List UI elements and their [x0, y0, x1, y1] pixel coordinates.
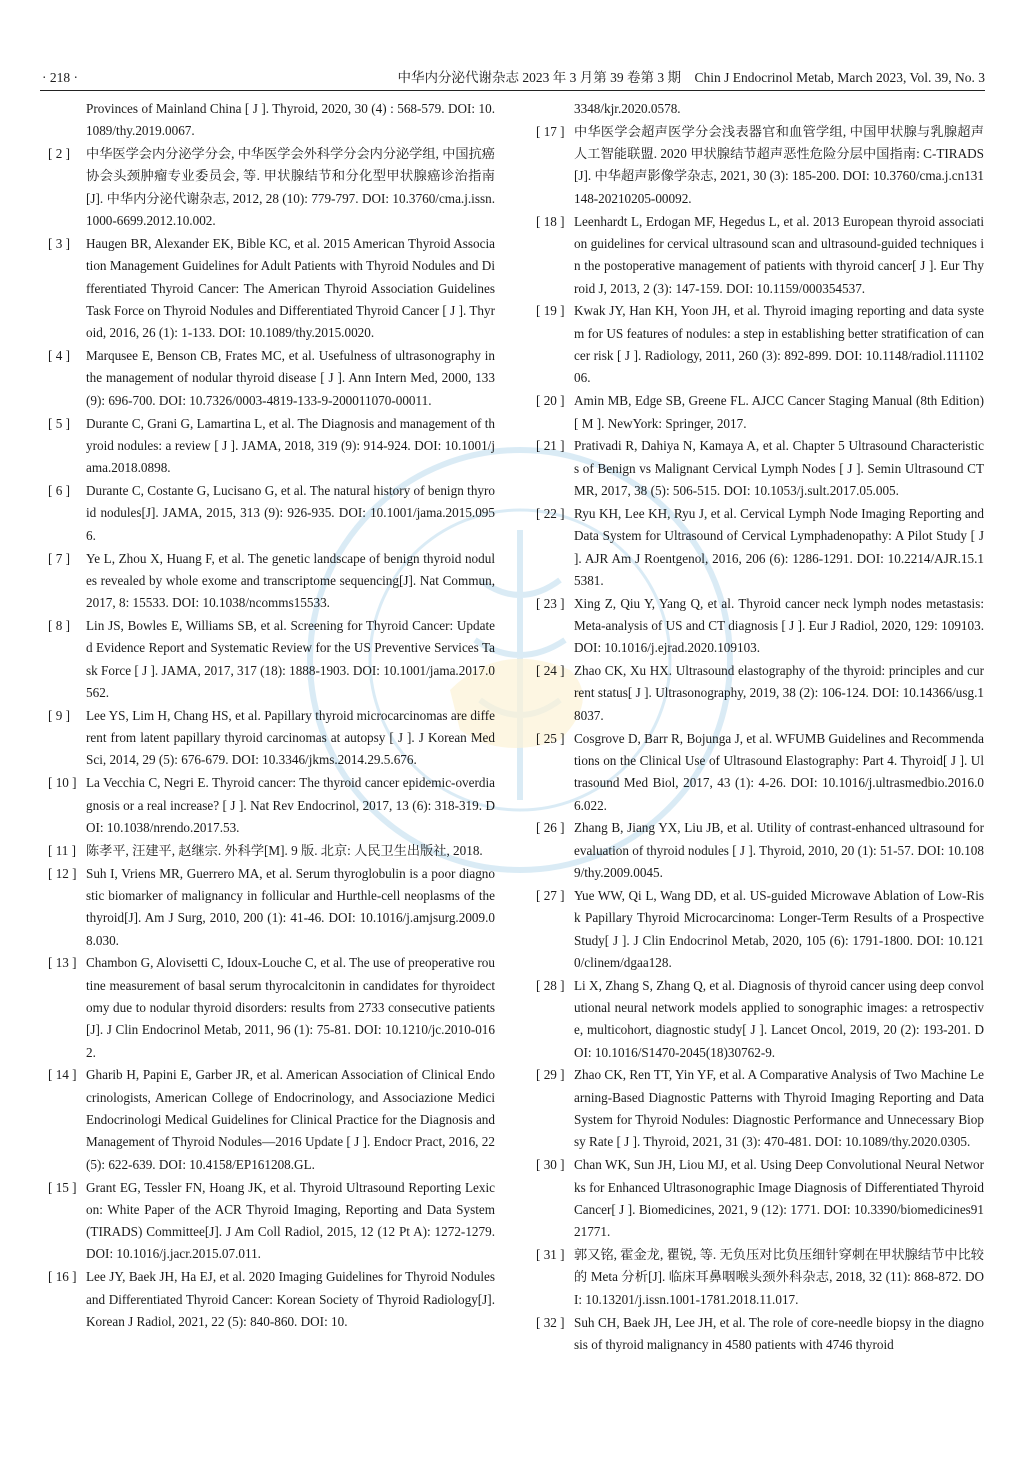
reference-item: [ 21 ] Prativadi R, Dahiya N, Kamaya A, et al. Chapter 5 Ultrasound Characteristics of Benign vs Malignant Cervical Lymph Nodes [ J ]. Semin Ultrasound CT MR, 2017, 38 (5): 506-515. DOI: 10.1053/j.sult.2017.05.005. — [536, 438, 984, 499]
reference-item: [ 15 ] Grant EG, Tessler FN, Hoang JK, et al. Thyroid Ultrasound Reporting Lexicon: White Paper of the ACR Thyroid Imaging, Reporting and Data System (TIRADS) Committee[J]. J Am Coll Radiol, 2015, 12 (12 Pt A): 1272-1279. DOI: 10.1016/j.jacr.2015.07.011. — [48, 1179, 495, 1262]
reference-item: [ 29 ] Zhao CK, Ren TT, Yin YF, et al. A Comparative Analysis of Two Machine Learning-Based Diagnostic Patterns with Thyroid Imaging Reporting and Data System for Thyroid Nodules: Diagnostic Performance and Unnecessary Biopsy Rate [ J ]. Thyroid, 2021, 31 (3): 470-481. DOI: 10.1089/thy.2020.0305. — [536, 1067, 984, 1150]
reference-item: [ 13 ] Chambon G, Alovisetti C, Idoux-Louche C, et al. The use of preoperative routine measurement of basal serum thyrocalcitonin in candidates for thyroidectomy due to nodular thyroid disorders: results from 2733 consecutive patients[J]. J Clin Endocrinol Metab, 2011, 96 (1): 75-81. DOI: 10.1210/jc.2010-0162. — [48, 955, 495, 1060]
reference-item: [ 10 ] La Vecchia C, Negri E. Thyroid cancer: The thyroid cancer epidemic-overdiagnosis or a real increase? [ J ]. Nat Rev Endocrinol, 2017, 13 (6): 318-319. DOI: 10.1038/nrendo.2017.53. — [48, 775, 495, 835]
reference-item: [ 14 ] Gharib H, Papini E, Garber JR, et al. American Association of Clinical Endocrinologists, American College of Endocrinology, and Associazione Medici Endocrinologi Medical Guidelines for Clinical Practice for the Diagnosis and Management of Thyroid Nodules—2016 Update [ J ]. Endocr Pract, 2016, 22 (5): 622-639. DOI: 10.4158/EP161208.GL. — [48, 1067, 495, 1172]
reference-continuation: Provinces of Mainland China [ J ]. Thyroid, 2020, 30 (4) : 568-579. DOI: 10.1089/thy.2019.0067. — [86, 101, 495, 139]
reference-item: [ 22 ] Ryu KH, Lee KH, Ryu J, et al. Cervical Lymph Node Imaging Reporting and Data System for Ultrasound of Cervical Lymphadenopathy: A Pilot Study [ J ]. AJR Am J Roentgenol, 2016, 206 (6): 1286-1291. DOI: 10.2214/AJR.15.15381. — [536, 505, 984, 588]
reference-item: [ 11 ] 陈孝平, 汪建平, 赵继宗. 外科学[M]. 9 版. 北京: 人民卫生出版社, 2018. — [48, 842, 483, 858]
reference-continuation: 3348/kjr.2020.0578. — [574, 101, 681, 116]
reference-item: [ 19 ] Kwak JY, Han KH, Yoon JH, et al. Thyroid imaging reporting and data system for US features of nodules: a step in establishing better stratification of cancer risk [ J ]. Radiology, 2011, 260 (3): 892-899. DOI: 10.1148/radiol.11110206. — [536, 303, 984, 386]
reference-item: [ 7 ] Ye L, Zhou X, Huang F, et al. The genetic landscape of benign thyroid nodules revealed by whole exome and transcriptome sequencing[J]. Nat Commun, 2017, 8: 15533. DOI: 10.1038/ncomms15533. — [48, 550, 495, 611]
reference-item: [ 12 ] Suh I, Vriens MR, Guerrero MA, et al. Serum thyroglobulin is a poor diagnostic biomarker of malignancy in follicular and Hurthle-cell neoplasms of the thyroid[J]. Am J Surg, 2010, 200 (1): 41-46. DOI: 10.1016/j.amjsurg.2009.08.030. — [48, 865, 495, 948]
reference-item: [ 5 ] Durante C, Grani G, Lamartina L, et al. The Diagnosis and management of thyroid nodules: a review [ J ]. JAMA, 2018, 319 (9): 914-924. DOI: 10.1001/jama.2018.0898. — [48, 415, 495, 476]
reference-item: [ 2 ] 中华医学会内分泌学分会, 中华医学会外科学分会内分泌学组, 中国抗癌协会头颈肿瘤专业委员会, 等. 甲状腺结节和分化型甲状腺癌诊治指南[J]. 中华内分泌代谢杂志, 2012, 28 (10): 779-797. DOI: 10.3760/cma.j.issn.1000-6699.2012.10.002. — [48, 146, 495, 229]
reference-item: [ 23 ] Xing Z, Qiu Y, Yang Q, et al. Thyroid cancer neck lymph nodes metastasis: Meta-analysis of US and CT diagnosis [ J ]. Eur J Radiol, 2020, 129: 109103. DOI: 10.1016/j.ejrad.2020.109103. — [536, 595, 984, 656]
reference-item: [ 26 ] Zhang B, Jiang YX, Liu JB, et al. Utility of contrast-enhanced ultrasound for evaluation of thyroid nodules [ J ]. Thyroid, 2010, 20 (1): 51-57. DOI: 10.1089/thy.2009.0045. — [536, 820, 984, 881]
reference-item: [ 9 ] Lee YS, Lim H, Chang HS, et al. Papillary thyroid microcarcinomas are different from latent papillary thyroid carcinomas at autopsy [ J ]. J Korean Med Sci, 2014, 29 (5): 676-679. DOI: 10.3346/jkms.2014.29.5.676. — [48, 707, 495, 768]
reference-item: [ 20 ] Amin MB, Edge SB, Greene FL. AJCC Cancer Staging Manual (8th Edition) [ M ]. NewYork: Springer, 2017. — [536, 393, 984, 431]
running-header — [40, 68, 985, 91]
right-column — [536, 98, 984, 1357]
reference-item: [ 17 ] 中华医学会超声医学分会浅表器官和血管学组, 中国甲状腺与乳腺超声人工智能联盟. 2020 甲状腺结节超声恶性危险分层中国指南: C-TIRADS[J]. 中华超声影像学杂志, 2021, 30 (3): 185-200. DOI: 10.3760/cma.j.cn131148-20210205-00092. — [536, 123, 984, 206]
reference-item: [ 3 ] Haugen BR, Alexander EK, Bible KC, et al. 2015 American Thyroid Association Management Guidelines for Adult Patients with Thyroid Nodules and Differentiated Thyroid Cancer: The American Thyroid Association Guidelines Task Force on Thyroid Nodules and Differentiated Thyroid Cancer [ J ]. Thyroid, 2016, 26 (1): 1-133. DOI: 10.1089/thy.2015.0020. — [48, 235, 495, 341]
journal-citation-line: 中华内分泌代谢杂志 2023 年 3 月第 39 卷第 3 期 Chin J Endocrinol Metab, March 2023, Vol. 39, No. 3 — [397, 70, 985, 85]
reference-item: [ 16 ] Lee JY, Baek JH, Ha EJ, et al. 2020 Imaging Guidelines for Thyroid Nodules and Differentiated Thyroid Cancer: Korean Society of Thyroid Radiology[J]. Korean J Radiol, 2021, 22 (5): 840-860. DOI: 10. — [48, 1269, 495, 1329]
reference-item: [ 31 ] 郭又铭, 霍金龙, 瞿锐, 等. 无负压对比负压细针穿刺在甲状腺结节中比较的 Meta 分析[J]. 临床耳鼻咽喉头颈外科杂志, 2018, 32 (11): 868-872. DOI: 10.13201/j.issn.1001-1781.2018.11.017. — [536, 1247, 984, 1307]
reference-item: [ 24 ] Zhao CK, Xu HX. Ultrasound elastography of the thyroid: principles and current status[ J ]. Ultrasonography, 2019, 38 (2): 106-124. DOI: 10.14366/usg.18037. — [536, 663, 984, 723]
reference-item: [ 18 ] Leenhardt L, Erdogan MF, Hegedus L, et al. 2013 European thyroid association guidelines for cervical ultrasound scan and ultrasound-guided techniques in the postoperative management of patients with thyroid cancer[ J ]. Eur Thyroid J, 2013, 2 (3): 147-159. DOI: 10.1159/000354537. — [536, 213, 984, 296]
reference-item: [ 30 ] Chan WK, Sun JH, Liou MJ, et al. Using Deep Convolutional Neural Networks for Enhanced Ultrasonographic Image Diagnosis of Differentiated Thyroid Cancer[ J ]. Biomedicines, 2021, 9 (12): 1771. DOI: 10.3390/biomedicines9121771. — [536, 1157, 984, 1240]
reference-item: [ 28 ] Li X, Zhang S, Zhang Q, et al. Diagnosis of thyroid cancer using deep convolutional neural network models applied to sonographic images: a retrospective, multicohort, diagnostic study[ J ]. Lancet Oncol, 2019, 20 (2): 193-201. DOI: 10.1016/S1470-2045(18)30762-9. — [536, 977, 984, 1060]
left-column — [48, 98, 495, 1334]
reference-item: [ 6 ] Durante C, Costante G, Lucisano G, et al. The natural history of benign thyroid nodules[J]. JAMA, 2015, 313 (9): 926-935. DOI: 10.1001/jama.2015.0956. — [48, 483, 495, 543]
reference-item: [ 27 ] Yue WW, Qi L, Wang DD, et al. US-guided Microwave Ablation of Low-Risk Papillary Thyroid Microcarcinoma: Longer-Term Results of a Prospective Study[ J ]. J Clin Endocrinol Metab, 2020, 105 (6): 1791-1800. DOI: 10.1210/clinem/dgaa128. — [536, 887, 984, 970]
page-number: · 218 · — [42, 70, 78, 85]
reference-item: [ 32 ] Suh CH, Baek JH, Lee JH, et al. The role of core-needle biopsy in the diagnosis of thyroid malignancy in 4580 patients with 4746 thyroid — [536, 1314, 984, 1352]
reference-item: [ 8 ] Lin JS, Bowles E, Williams SB, et al. Screening for Thyroid Cancer: Updated Evidence Report and Systematic Review for the US Preventive Services Task Force [ J ]. JAMA, 2017, 317 (18): 1888-1903. DOI: 10.1001/jama.2017.0562. — [48, 617, 495, 700]
reference-item: [ 4 ] Marqusee E, Benson CB, Frates MC, et al. Usefulness of ultrasonography in the management of nodular thyroid disease [ J ]. Ann Intern Med, 2000, 133 (9): 696-700. DOI: 10.7326/0003-4819-133-9-200011070-00011. — [48, 348, 495, 408]
reference-item: [ 25 ] Cosgrove D, Barr R, Bojunga J, et al. WFUMB Guidelines and Recommendations on the Clinical Use of Ultrasound Elastography: Part 4. Thyroid[ J ]. Ultrasound Med Biol, 2017, 43 (1): 4-26. DOI: 10.1016/j.ultrasmedbio.2016.06.022. — [536, 730, 984, 813]
